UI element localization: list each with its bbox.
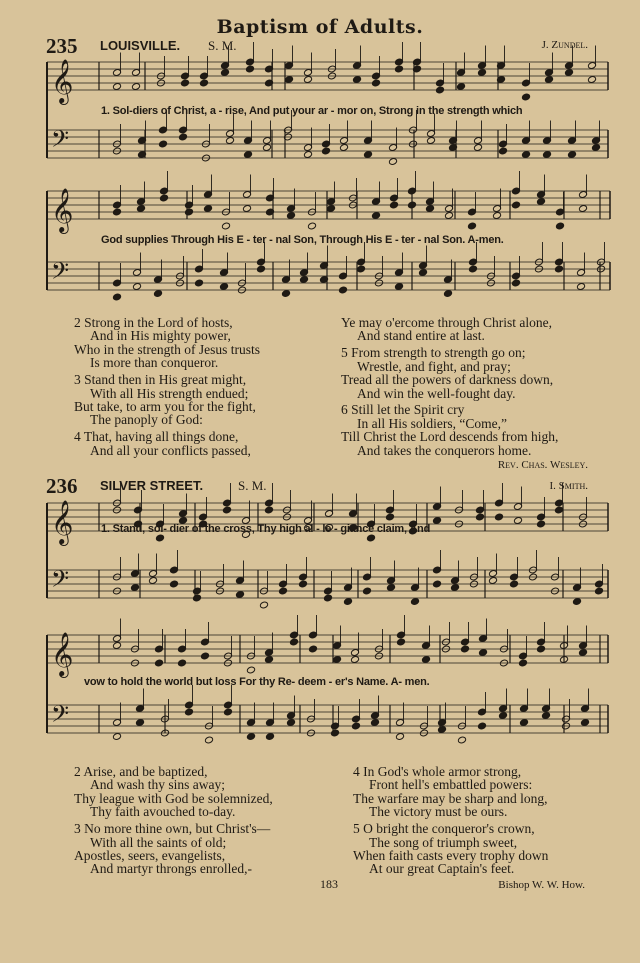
tune-name: SILVER STREET. — [100, 478, 204, 493]
note-head — [478, 649, 487, 657]
note-head — [456, 83, 465, 91]
note-head — [407, 201, 416, 209]
note-head — [298, 580, 307, 588]
note-head — [264, 656, 273, 664]
note-head — [153, 290, 162, 298]
author: Rev. Chas. Wesley. — [497, 459, 588, 471]
note-head — [332, 656, 341, 664]
bass-clef-icon: 𝄢 — [51, 257, 70, 290]
note-head — [112, 642, 121, 650]
note-head — [246, 733, 255, 741]
lyric-line: vow to hold the world but loss For thy Re- deem - er's Name. A- men. — [84, 676, 430, 688]
note-head — [554, 506, 563, 514]
lyric-line: God supplies Through His E - ter - nal Son, Through His E - ter - nal Son. A-men. — [101, 234, 504, 246]
note-head — [158, 140, 167, 148]
note-head — [437, 726, 446, 734]
note-head — [468, 265, 477, 273]
verse-line: And takes the conquerors home. — [357, 442, 532, 458]
note-head — [192, 594, 201, 602]
note-head — [450, 584, 459, 592]
note-head — [371, 212, 380, 220]
note-head — [594, 587, 603, 595]
verse-line: And wash thy sins away; — [90, 777, 225, 793]
note-head — [395, 733, 404, 741]
note-head — [396, 638, 405, 646]
bass-clef-icon: 𝄢 — [51, 700, 70, 733]
verse-line: 3 No more thine own, but Christ's— — [74, 821, 271, 837]
note-head — [112, 208, 121, 216]
verse-line: 4 In God's whole armor strong, — [353, 764, 522, 779]
note-head — [281, 290, 290, 298]
note-head — [223, 708, 232, 716]
note-head — [513, 517, 522, 525]
note-head — [155, 534, 164, 542]
note-head — [112, 83, 121, 91]
note-head — [221, 222, 230, 230]
note-head — [200, 652, 209, 660]
verses-right — [341, 316, 558, 457]
lyric-line: 1. Stand, sol- dier of the cross, Thy high al - le - giance claim, And — [101, 523, 431, 535]
note-head — [303, 151, 312, 159]
note-head — [289, 638, 298, 646]
note-head — [220, 69, 229, 77]
note-head — [494, 513, 503, 521]
verse-line: And all your conflicts passed, — [90, 442, 251, 458]
meter: S. M. — [208, 38, 237, 53]
note-head — [278, 587, 287, 595]
verse-line: And stand entire at last. — [357, 328, 485, 344]
note-head — [136, 205, 145, 213]
note-head — [511, 279, 520, 287]
note-head — [457, 736, 466, 744]
note-head — [222, 506, 231, 514]
note-head — [299, 276, 308, 284]
note-head — [460, 645, 469, 653]
verse-line: Is more than conqueror. — [90, 355, 219, 371]
note-head — [169, 580, 178, 588]
note-head — [178, 133, 187, 141]
note-head — [394, 283, 403, 291]
note-head — [307, 222, 316, 230]
note-head — [421, 656, 430, 664]
verse-line: With all His strength endued; — [90, 385, 249, 401]
meter: S. M. — [238, 478, 267, 493]
note-head — [536, 198, 545, 206]
note-head — [418, 269, 427, 277]
verse-line: Tread all the powers of darkness down, — [341, 372, 554, 388]
note-head — [356, 265, 365, 273]
note-head — [131, 83, 140, 91]
note-head — [425, 205, 434, 213]
note-head — [426, 137, 435, 145]
verse-line: Who in the strength of Jesus trusts — [74, 341, 260, 357]
note-head — [177, 659, 186, 667]
verse-line: The warfare may be sharp and long, — [353, 790, 548, 806]
note-head — [326, 205, 335, 213]
note-head — [518, 659, 527, 667]
note-head — [352, 76, 361, 84]
note-head — [363, 151, 372, 159]
author: Bishop W. W. How. — [498, 879, 585, 891]
verse-line: The song of triumph sweet, — [369, 834, 518, 850]
note-head — [509, 580, 518, 588]
note-head — [321, 147, 330, 155]
verse-line: And win the well-fought day. — [357, 385, 516, 401]
verse-line: And martyr throngs enrolled,- — [90, 861, 252, 877]
note-head — [203, 205, 212, 213]
note-head — [219, 283, 228, 291]
note-head — [132, 283, 141, 291]
composer: J. Zundel. — [541, 39, 588, 51]
note-head — [477, 722, 486, 730]
note-head — [204, 736, 213, 744]
page-number: 183 — [320, 877, 338, 891]
note-head — [591, 144, 600, 152]
note-head — [410, 598, 419, 606]
hymn-number: 236 — [46, 474, 78, 498]
note-head — [519, 719, 528, 727]
verse-line: 5 From strength to strength go on; — [341, 345, 526, 361]
note-head — [580, 719, 589, 727]
note-head — [343, 598, 352, 606]
verse-line: Apostles, seers, evangelists, — [74, 847, 226, 863]
note-head — [112, 733, 121, 741]
verse-line: The panoply of God: — [90, 412, 203, 428]
note-head — [339, 144, 348, 152]
note-head — [338, 286, 347, 294]
note-head — [242, 205, 251, 213]
verses-left — [74, 765, 273, 876]
note-head — [286, 719, 295, 727]
note-head — [555, 222, 564, 230]
note-head — [184, 708, 193, 716]
note-head — [159, 194, 168, 202]
verse-line: When faith casts every trophy down — [353, 847, 549, 863]
note-head — [498, 712, 507, 720]
note-head — [564, 69, 573, 77]
note-head — [578, 649, 587, 657]
treble-clef-icon: 𝄞 — [51, 500, 74, 544]
note-head — [521, 93, 530, 101]
note-head — [154, 659, 163, 667]
note-head — [243, 151, 252, 159]
note-head — [488, 577, 497, 585]
verse-line: 4 That, having all things done, — [74, 429, 239, 445]
verse-line: Thy league with God be solemnized, — [74, 790, 273, 806]
verses-left — [74, 316, 260, 457]
note-head — [435, 86, 444, 94]
verse-line: The victory must be ours. — [369, 804, 508, 820]
note-head — [371, 79, 380, 87]
verse-line: At our great Captain's feet. — [369, 861, 515, 877]
note-head — [265, 733, 274, 741]
note-head — [385, 513, 394, 521]
note-head — [467, 222, 476, 230]
verse-line: But take, to arm you for the fight, — [74, 398, 256, 414]
note-head — [362, 587, 371, 595]
note-head — [576, 283, 585, 291]
note-head — [130, 584, 139, 592]
note-head — [432, 517, 441, 525]
note-head — [225, 137, 234, 145]
note-head — [394, 65, 403, 73]
note-head — [444, 212, 453, 220]
note-head — [536, 645, 545, 653]
note-head — [184, 208, 193, 216]
note-head — [350, 656, 359, 664]
lyric-line: 1. Sol-diers of Christ, a - rise, And put your ar - mor on, Strong in the strength which — [101, 105, 523, 117]
note-head — [303, 76, 312, 84]
note-head — [389, 201, 398, 209]
note-head — [541, 712, 550, 720]
note-head — [262, 144, 271, 152]
note-head — [473, 144, 482, 152]
verse-line: 2 Strong in the Lord of hosts, — [74, 315, 233, 330]
note-head — [386, 584, 395, 592]
note-head — [235, 591, 244, 599]
note-head — [286, 212, 295, 220]
verses-right — [353, 765, 548, 876]
note-head — [567, 151, 576, 159]
section-title: Baptism of Adults. — [216, 16, 424, 38]
tune-name: LOUISVILLE. — [100, 38, 181, 53]
note-head — [330, 729, 339, 737]
note-head — [536, 520, 545, 528]
note-head — [370, 719, 379, 727]
note-head — [199, 79, 208, 87]
note-head — [246, 666, 255, 674]
note-head — [264, 506, 273, 514]
note-head — [135, 719, 144, 727]
note-head — [492, 212, 501, 220]
verse-line: Thy faith avouched to-day. — [90, 804, 236, 820]
bass-clef-icon: 𝄢 — [51, 125, 70, 158]
treble-clef-icon: 𝄞 — [51, 188, 74, 232]
verse-line: And in His mighty power, — [90, 328, 231, 344]
note-head — [477, 69, 486, 77]
note-head — [554, 265, 563, 273]
note-head — [284, 76, 293, 84]
note-head — [323, 594, 332, 602]
note-head — [259, 601, 268, 609]
hymn-number: 235 — [46, 34, 78, 58]
note-head — [366, 534, 375, 542]
verse-line: In all His soldiers, “Come,” — [357, 415, 507, 431]
bass-clef-icon: 𝄢 — [51, 565, 70, 598]
verse-line: 2 Arise, and be baptized, — [74, 764, 208, 779]
note-head — [194, 279, 203, 287]
note-head — [578, 205, 587, 213]
note-head — [511, 201, 520, 209]
note-head — [432, 580, 441, 588]
treble-clef-icon: 𝄞 — [51, 632, 74, 676]
note-head — [112, 293, 121, 301]
composer: I. Smith. — [549, 480, 588, 492]
verse-line: 3 Stand then in His great might, — [74, 372, 247, 388]
verse-line: Wrestle, and fight, and pray; — [357, 358, 511, 374]
note-head — [443, 290, 452, 298]
verse-line: Till Christ the Lord descends from high, — [341, 429, 559, 445]
verse-line: Ye may o'ercome through Christ alone, — [341, 315, 553, 330]
verse-line: 5 O bright the conqueror's crown, — [353, 821, 535, 837]
verse-line: 6 Still let the Spirit cry — [341, 402, 465, 418]
note-head — [475, 513, 484, 521]
note-head — [256, 265, 265, 273]
note-head — [498, 147, 507, 155]
note-head — [388, 158, 397, 166]
note-head — [542, 151, 551, 159]
note-head — [521, 151, 530, 159]
verse-line: With all the saints of old; — [90, 834, 227, 850]
note-head — [180, 79, 189, 87]
treble-clef-icon: 𝄞 — [51, 59, 74, 103]
note-head — [308, 645, 317, 653]
note-head — [148, 577, 157, 585]
note-head — [351, 722, 360, 730]
verse-line: Front hell's embattled powers: — [369, 777, 533, 793]
note-head — [572, 598, 581, 606]
note-head — [544, 76, 553, 84]
note-head — [587, 76, 596, 84]
note-head — [245, 65, 254, 73]
